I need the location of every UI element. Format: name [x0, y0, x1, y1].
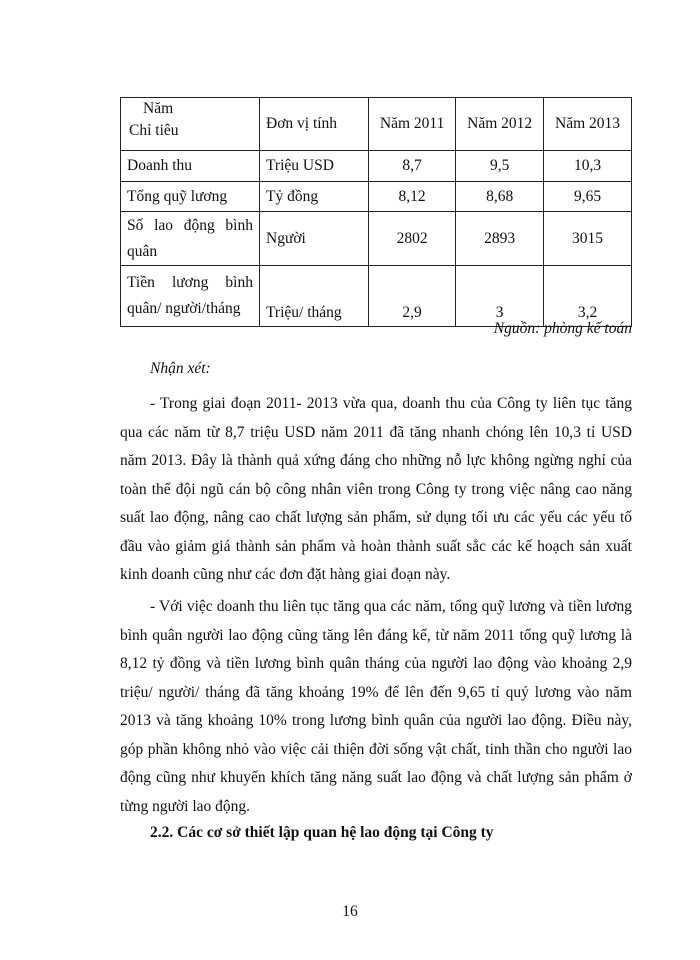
row-value: 2802 — [369, 212, 456, 266]
row-label-line: Tiền lương bình — [127, 274, 253, 291]
row-value: 3,2 — [544, 266, 632, 327]
row-unit: Triệu/ tháng — [260, 266, 369, 327]
corner-header-cell — [121, 98, 260, 151]
year-header-2013: Năm 2013 — [544, 98, 632, 151]
row-value: 8,68 — [456, 182, 544, 212]
row-value: 10,3 — [544, 151, 632, 182]
row-label: Doanh thu — [121, 151, 260, 182]
table-header-row — [121, 98, 632, 151]
row-value: 9,65 — [544, 182, 632, 212]
corner-year-label: Năm — [143, 100, 174, 117]
row-value: 2893 — [456, 212, 544, 266]
row-value: 8,12 — [369, 182, 456, 212]
row-unit: Người — [260, 212, 369, 266]
remarks-title: Nhận xét: — [150, 360, 211, 377]
table-row — [121, 182, 632, 212]
row-value: 8,7 — [369, 151, 456, 182]
row-label — [121, 212, 260, 266]
page-number: 16 — [342, 903, 358, 920]
paragraph: - Trong giai đoạn 2011- 2013 vừa qua, doanh thu của Công ty liên tục tăng qua các năm từ 8,7 triệu USD năm 2011 đã tăng nhanh chóng lên 10,3 tỉ USD năm 2013. Đây là thành quả xứng đáng cho những nỗ lực không ngừng nghỉ của toàn thể đội ngũ cán bộ công nhân viên trong Công ty trong việc nâng cao năng suất lao động, nâng cao chất lượng sản phẩm, sử dụng tối ưu các yếu các yếu tố đầu vào giảm giá thành sản phẩm và hoàn thành suất sắc các kế hoạch sản xuất kinh doanh cũng như các đơn đặt hàng giai đoạn này. — [120, 395, 632, 583]
row-unit: Tỷ đồng — [260, 182, 369, 212]
row-label: Tổng quỹ lương — [121, 182, 260, 212]
row-unit: Triệu USD — [260, 151, 369, 182]
row-value: 3 — [456, 266, 544, 327]
paragraph: - Với việc doanh thu liên tục tăng qua các năm, tổng quỹ lương và tiền lương bình quân người lao động cũng tăng lên đáng kể, từ năm 2011 tổng quỹ lương là 8,12 tỷ đồng và tiền lương bình quân tháng của người lao động vào khoảng 2,9 triệu/ người/ tháng đã tăng khoảng 19% để lên đến 9,65 tỉ quý lương vào năm 2013 và tăng khoảng 10% trong lương bình quân của người lao động. Điều này, góp phần không nhỏ vào việc cải thiện đời sống vật chất, tinh thần cho người lao động cũng như khuyến khích tăng năng suất lao động và chất lượng sản phẩm ở từng người lao động. — [120, 598, 632, 815]
unit-header: Đơn vị tính — [260, 98, 369, 151]
row-value: 2,9 — [369, 266, 456, 327]
corner-indicator-label: Chỉ tiêu — [129, 122, 179, 139]
statistics-table — [120, 97, 632, 327]
row-label-line: quân — [127, 242, 158, 260]
table-row — [121, 212, 632, 266]
year-header-2012: Năm 2012 — [456, 98, 544, 151]
row-label — [121, 266, 260, 327]
row-label-line: Số lao động bình — [127, 216, 253, 234]
source-note: Nguồn: phòng kế toán — [493, 320, 632, 337]
section-heading: 2.2. Các cơ sở thiết lập quan hệ lao động tại Công ty — [150, 824, 494, 841]
row-value: 3015 — [544, 212, 632, 266]
year-header-2011: Năm 2011 — [369, 98, 456, 151]
row-label-line: quân/ người/tháng — [127, 300, 241, 317]
table-row — [121, 151, 632, 182]
table-row — [121, 266, 632, 327]
row-value: 9,5 — [456, 151, 544, 182]
